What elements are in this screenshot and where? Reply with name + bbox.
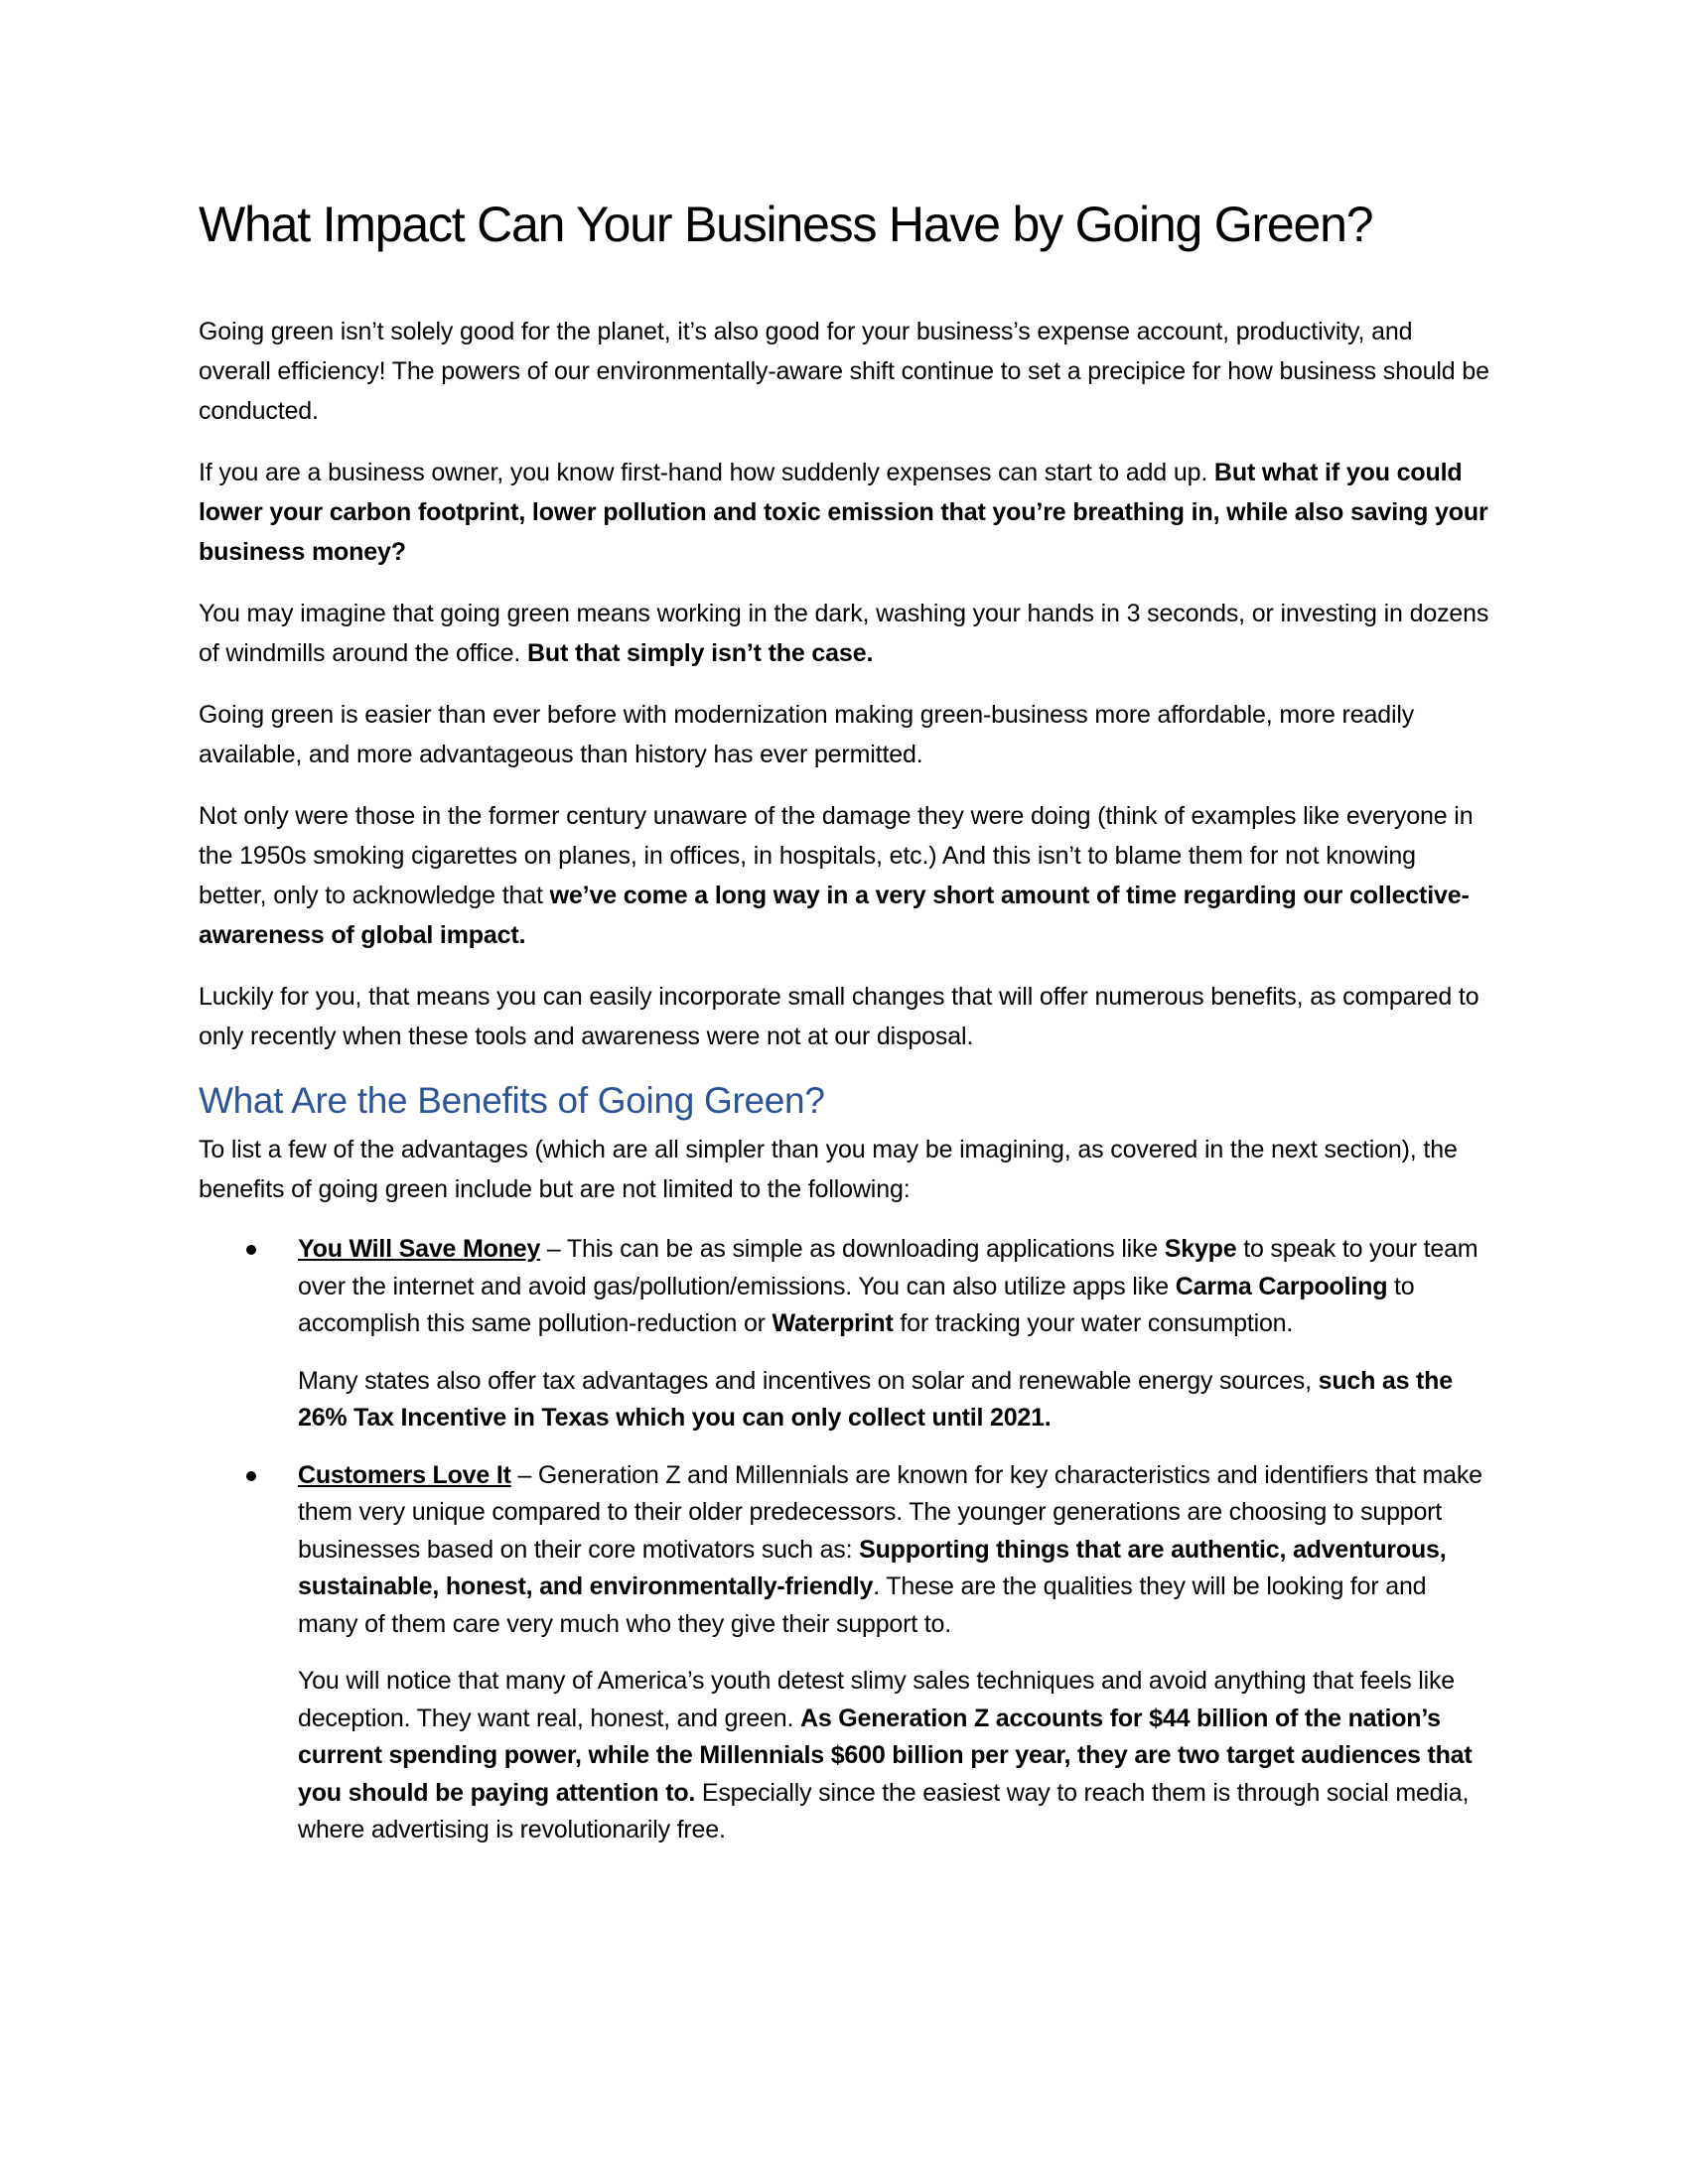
bullet-icon: [246, 1471, 256, 1481]
benefit-1-label: You Will Save Money: [298, 1235, 541, 1264]
intro-paragraph-1: [199, 312, 1489, 431]
benefit-2-emphasis-2: As Generation Z accounts for $44 billion of the nation’s current spending power, while the Millennials $600 billion per year, they are two target audiences that you should be paying attention to.: [298, 1704, 1473, 1807]
page-title: What Impact Can Your Business Have by Going Green?: [199, 197, 1373, 252]
benefit-1-paragraph-1: [298, 1231, 1489, 1343]
intro-paragraph-2-text: If you are a business owner, you know first-hand how suddenly expenses can start to add up.: [199, 459, 1214, 486]
list-item: [199, 1231, 1489, 1437]
benefit-2-text-a: – Generation Z and Millennials are known for key characteristics and identifiers that make them very unique compared to their older predecessors. The younger generations are choosing to support businesses based on their core motivators such as:: [298, 1460, 1482, 1564]
benefit-1-text-2: Many states also offer tax advantages and incentives on solar and renewable energy sources,: [298, 1366, 1319, 1395]
benefit-1-text-a: – This can be as simple as downloading applications like: [540, 1235, 1165, 1264]
bullet-icon: [246, 1245, 256, 1255]
benefits-intro: [199, 1130, 1489, 1209]
document-body: [199, 195, 1489, 1869]
intro-paragraph-2-emphasis: But what if you could lower your carbon footprint, lower pollution and toxic emission that you’re breathing in, while also saving your business money?: [199, 459, 1488, 566]
skype-mention: Skype: [1164, 1235, 1237, 1264]
benefits-intro-text: To list a few of the advantages (which are all simpler than you may be imagining, as covered in the next section), the benefits of going green include but are not limited to the following:: [199, 1136, 1458, 1204]
benefit-2-label: Customers Love It: [298, 1460, 511, 1489]
benefit-2-text-2c: Especially since the easiest way to reach them is through social media, where advertising is revolutionarily free.: [298, 1778, 1470, 1844]
intro-paragraph-3-emphasis: But that simply isn’t the case.: [527, 639, 874, 667]
benefits-heading: What Are the Benefits of Going Green?: [199, 1080, 825, 1121]
benefit-2-text-c: . These are the qualities they will be looking for and many of them care very much who they give their support to.: [298, 1572, 1427, 1638]
intro-paragraph-3: [199, 594, 1489, 673]
intro-paragraph-5-emphasis: we’ve come a long way in a very short amount of time regarding our collective-awareness of global impact.: [199, 882, 1470, 949]
benefit-1-paragraph-2: [298, 1363, 1489, 1437]
carma-carpooling-mention: Carma Carpooling: [1175, 1272, 1388, 1300]
benefit-1-text-c: to speak to your team over the internet and avoid gas/pollution/emissions. You can also utilize apps like: [298, 1235, 1478, 1300]
list-item: [199, 1457, 1489, 1849]
benefit-2-text-2a: You will notice that many of America’s youth detest slimy sales techniques and avoid anything that feels like deception. They want real, honest, and green.: [298, 1667, 1455, 1732]
intro-paragraph-6-text: Luckily for you, that means you can easily incorporate small changes that will offer numerous benefits, as compared to only recently when these tools and awareness were not at our disposal.: [199, 983, 1479, 1050]
benefit-2-paragraph-2: [298, 1663, 1489, 1849]
benefit-2-paragraph-1: [298, 1457, 1489, 1644]
benefit-2-emphasis: Supporting things that are authentic, adventurous, sustainable, honest, and environmentally-friendly: [298, 1535, 1447, 1601]
intro-paragraph-4: [199, 695, 1489, 774]
intro-paragraph-3-text: You may imagine that going green means working in the dark, washing your hands in 3 seconds, or investing in dozens of windmills around the office.: [199, 600, 1489, 667]
benefit-1-text-e: to accomplish this same pollution-reduction or: [298, 1272, 1415, 1338]
intro-paragraph-4-text: Going green is easier than ever before with modernization making green-business more affordable, more readily available, and more advantageous than history has ever permitted.: [199, 701, 1415, 768]
benefit-1-text-g: for tracking your water consumption.: [893, 1309, 1294, 1338]
intro-paragraph-5: [199, 796, 1489, 955]
benefits-list: [199, 1231, 1489, 1849]
benefit-1-emphasis-2: such as the 26% Tax Incentive in Texas which you can only collect until 2021.: [298, 1366, 1453, 1433]
intro-paragraph-6: [199, 977, 1489, 1056]
intro-paragraph-1-text: Going green isn’t solely good for the planet, it’s also good for your business’s expense account, productivity, and overall efficiency! The powers of our environmentally-aware shift continue to set a precipice for how business should be conducted.: [199, 318, 1489, 425]
intro-paragraph-5-text: Not only were those in the former century unaware of the damage they were doing (think of examples like everyone in the 1950s smoking cigarettes on planes, in offices, in hospitals, etc.) And this isn’t to blame them for not knowing better, only to acknowledge that: [199, 802, 1474, 909]
waterprint-mention: Waterprint: [772, 1309, 894, 1338]
intro-paragraph-2: [199, 453, 1489, 572]
